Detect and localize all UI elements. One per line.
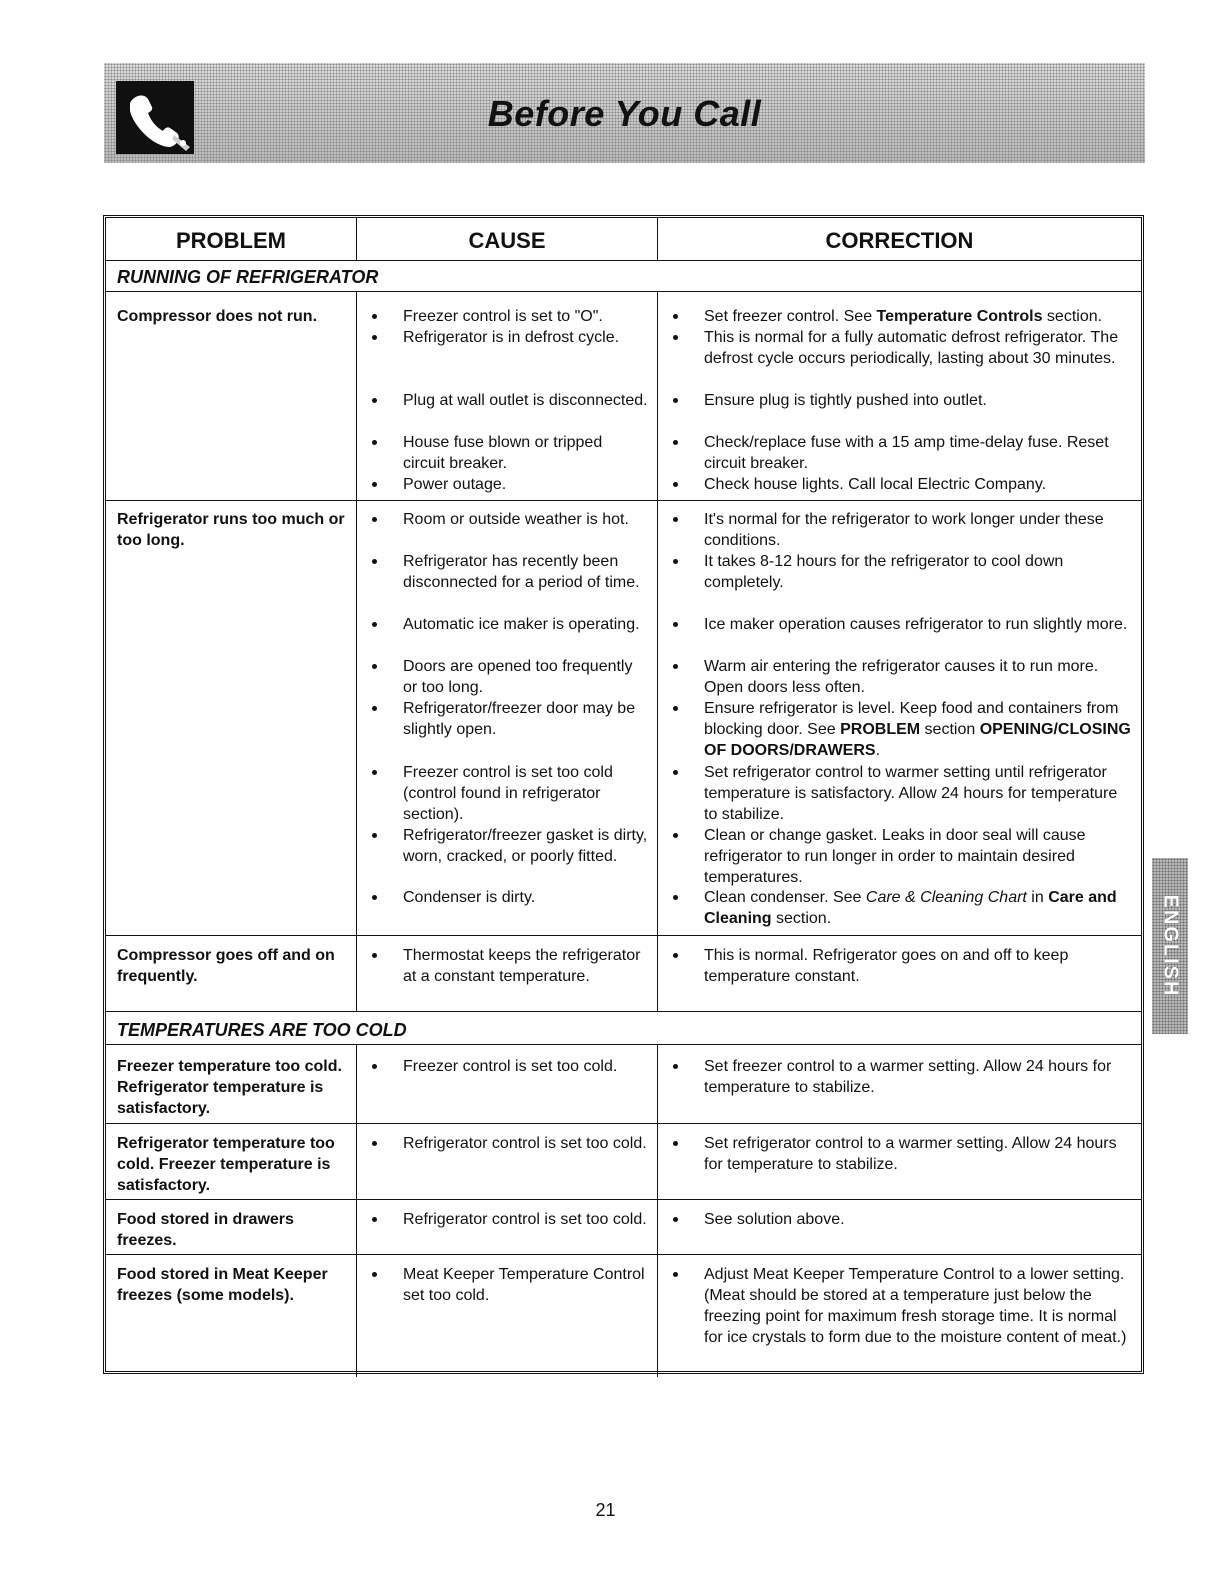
column-divider <box>356 1045 357 1377</box>
problem-header: PROBLEM <box>176 228 286 253</box>
problem-text: Food stored in drawers freezes. <box>117 1211 294 1249</box>
column-divider <box>657 218 658 261</box>
correction-item: Warm air entering the refrigerator causes it to run more. Open doors less often. <box>704 656 1134 698</box>
header-divider <box>106 260 1141 261</box>
page-number: 21 <box>595 1500 616 1520</box>
problem-text: Food stored in Meat Keeper freezes (some models). <box>117 1266 328 1304</box>
page-title: Before You Call <box>487 93 762 134</box>
cause-item: Refrigerator is in defrost cycle. <box>403 327 648 348</box>
problem-text: Compressor goes off and on frequently. <box>117 947 335 985</box>
cause-item: Refrigerator control is set too cold. <box>403 1209 648 1230</box>
correction-item: Adjust Meat Keeper Temperature Control to a lower setting. (Meat should be stored at a temperature just below the freezing point for maximum fresh storage time. It is normal for ice crystals to form due to the moisture content of meat.) <box>704 1264 1134 1348</box>
cause-item: Doors are opened too frequently or too long. <box>403 656 648 698</box>
section-divider <box>106 291 1141 292</box>
section-title: RUNNING OF REFRIGERATOR <box>117 267 379 287</box>
correction-item: Set refrigerator control to warmer setting until refrigerator temperature is satisfactory. Allow 24 hours for temperature to stabilize. <box>704 762 1134 825</box>
correction-item: Ice maker operation causes refrigerator to run slightly more. <box>704 614 1134 635</box>
correction-item: It takes 8-12 hours for the refrigerator to cool down completely. <box>704 551 1134 593</box>
correction-item: Set freezer control to a warmer setting. Allow 24 hours for temperature to stabilize. <box>704 1056 1134 1098</box>
row-divider <box>106 935 1141 936</box>
correction-item: Set refrigerator control to a warmer setting. Allow 24 hours for temperature to stabilize. <box>704 1133 1134 1175</box>
problem-text: Compressor does not run. <box>117 308 318 325</box>
cause-item: Condenser is dirty. <box>403 887 648 908</box>
column-divider <box>657 1045 658 1377</box>
correction-item: Clean or change gasket. Leaks in door seal will cause refrigerator to run longer in order to maintain desired temperatures. <box>704 825 1134 888</box>
correction-item: It's normal for the refrigerator to work longer under these conditions. <box>704 509 1134 551</box>
cause-item: Freezer control is set to "O". <box>403 306 648 327</box>
problem-text: Refrigerator runs too much or too long. <box>117 511 345 549</box>
cause-item: Freezer control is set too cold (control found in refrigerator section). <box>403 762 648 825</box>
cause-item: House fuse blown or tripped circuit breaker. <box>403 432 648 474</box>
cause-item: Refrigerator control is set too cold. <box>403 1133 648 1154</box>
cause-item: Freezer control is set too cold. <box>403 1056 648 1077</box>
cause-item: Plug at wall outlet is disconnected. <box>403 390 648 411</box>
column-divider <box>356 218 357 261</box>
cause-item: Room or outside weather is hot. <box>403 509 648 530</box>
problem-text: Refrigerator temperature too cold. Freezer temperature is satisfactory. <box>117 1135 335 1194</box>
row-divider <box>106 1199 1141 1200</box>
row-divider <box>106 1011 1141 1012</box>
cause-item: Refrigerator has recently been disconnected for a period of time. <box>403 551 648 593</box>
row-divider <box>106 500 1141 501</box>
row-divider <box>106 1254 1141 1255</box>
cause-item: Meat Keeper Temperature Control set too cold. <box>403 1264 648 1306</box>
troubleshooting-table <box>103 215 1144 1374</box>
correction-item: Set freezer control. See Temperature Controls section. <box>704 306 1134 327</box>
cause-item: Thermostat keeps the refrigerator at a constant temperature. <box>403 945 648 987</box>
language-tab-label: ENGLISH <box>1159 894 1182 998</box>
correction-item: This is normal. Refrigerator goes on and off to keep temperature constant. <box>704 945 1134 987</box>
language-tab <box>1152 858 1188 1034</box>
cause-header: CAUSE <box>468 228 546 253</box>
correction-item: Check/replace fuse with a 15 amp time-delay fuse. Reset circuit breaker. <box>704 432 1134 474</box>
correction-item: See solution above. <box>704 1209 1134 1230</box>
column-divider <box>657 292 658 1012</box>
correction-item: Clean condenser. See Care & Cleaning Chart in Care and Cleaning section. <box>704 887 1134 929</box>
header-banner <box>104 63 1145 163</box>
section-title: TEMPERATURES ARE TOO COLD <box>117 1020 407 1040</box>
correction-item: This is normal for a fully automatic defrost refrigerator. The defrost cycle occurs periodically, lasting about 30 minutes. <box>704 327 1134 369</box>
cause-item: Refrigerator/freezer door may be slightly open. <box>403 698 648 740</box>
correction-header: CORRECTION <box>825 228 974 253</box>
correction-item: Check house lights. Call local Electric Company. <box>704 474 1134 495</box>
cause-item: Automatic ice maker is operating. <box>403 614 648 635</box>
problem-text: Freezer temperature too cold. Refrigerator temperature is satisfactory. <box>117 1058 342 1117</box>
column-divider <box>356 292 357 1012</box>
row-divider <box>106 1123 1141 1124</box>
cause-item: Refrigerator/freezer gasket is dirty, worn, cracked, or poorly fitted. <box>403 825 648 867</box>
cause-item: Power outage. <box>403 474 648 495</box>
section-divider <box>106 1044 1141 1045</box>
correction-item: Ensure refrigerator is level. Keep food and containers from blocking door. See PROBLEM section OPENING/CLOSING OF DOORS/DRAWERS. <box>704 698 1134 761</box>
correction-item: Ensure plug is tightly pushed into outlet. <box>704 390 1134 411</box>
